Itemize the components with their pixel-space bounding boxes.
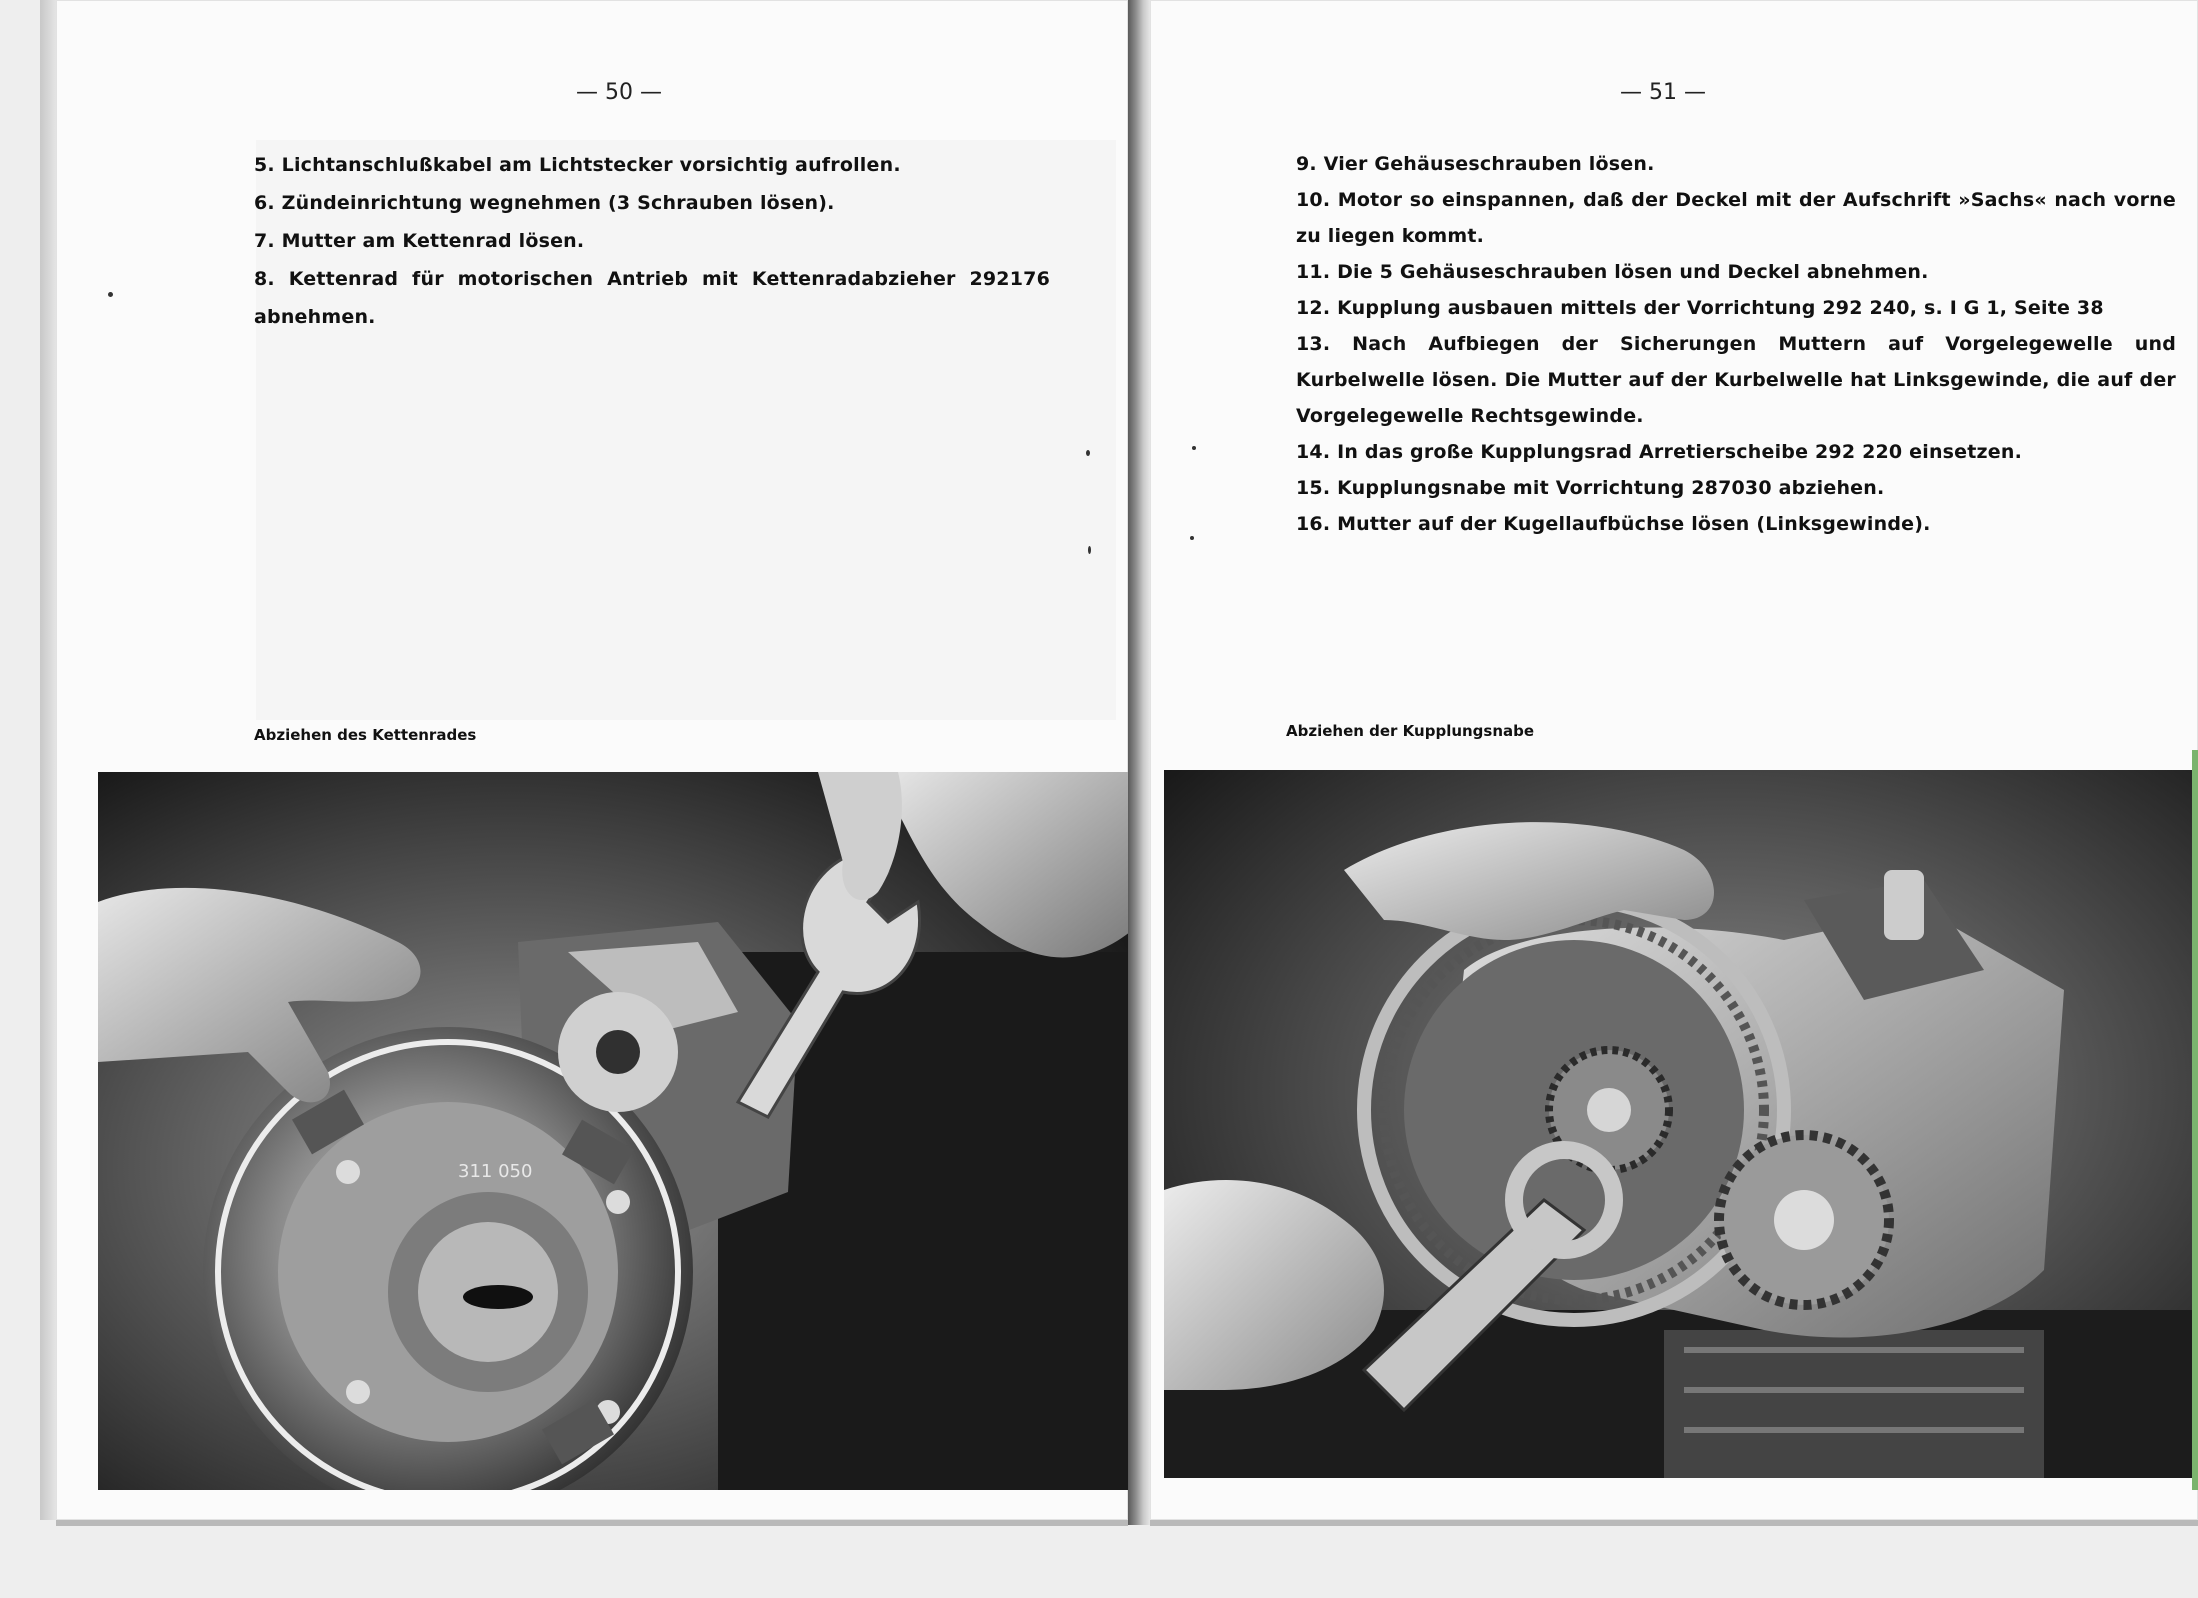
instruction-item: 10. Motor so einspannen, daß der Deckel mit der Aufschrift »Sachs« nach vorne zu liegen kommt.	[1296, 189, 2176, 247]
instruction-item: 6. Zündeinrichtung wegnehmen (3 Schrauben lösen).	[254, 192, 835, 214]
photo-clutch-hub-removal	[1164, 770, 2194, 1478]
instruction-item: 9. Vier Gehäuseschrauben lösen.	[1296, 153, 1655, 175]
photo-caption-left: Abziehen des Kettenrades	[254, 726, 477, 744]
print-speck	[1088, 546, 1091, 554]
book-left-edge	[40, 0, 56, 1520]
instruction-item: 16. Mutter auf der Kugellaufbüchse lösen (Linksgewinde).	[1296, 513, 1931, 535]
instruction-item: 11. Die 5 Gehäuseschrauben lösen und Deckel abnehmen.	[1296, 261, 1929, 283]
photo-chain-sprocket-removal	[98, 772, 1130, 1490]
print-speck	[1086, 450, 1090, 456]
photo-stamp: 311 050	[458, 1161, 533, 1182]
instruction-item: 13. Nach Aufbiegen der Sicherungen Muttern auf Vorgelegewelle und Kurbelwelle lösen. Die Mutter auf der Kurbelwelle hat Linksgewinde, die auf der Vorgelegewelle Rechtsgewinde.	[1296, 333, 2176, 427]
print-speck	[1190, 536, 1194, 540]
page-50	[56, 0, 1128, 1526]
page-51	[1150, 0, 2198, 1526]
instructions-left	[254, 146, 1050, 336]
book-cover-edge	[2192, 750, 2198, 1490]
book-gutter	[1128, 0, 1150, 1525]
instruction-item: 15. Kupplungsnabe mit Vorrichtung 287030 abziehen.	[1296, 477, 1885, 499]
instruction-item: 12. Kupplung ausbauen mittels der Vorrichtung 292 240, s. I G 1, Seite 38	[1296, 297, 2104, 319]
print-speck	[1192, 446, 1196, 450]
instruction-item: 5. Lichtanschlußkabel am Lichtstecker vorsichtig aufrollen.	[254, 154, 901, 176]
instruction-item: 8. Kettenrad für motorischen Antrieb mit Kettenradabzieher 292176 abnehmen.	[254, 268, 1050, 328]
instruction-item: 7. Mutter am Kettenrad lösen.	[254, 230, 585, 252]
photo-caption-right: Abziehen der Kupplungsnabe	[1286, 722, 1535, 740]
print-speck	[108, 292, 113, 297]
instructions-right	[1296, 146, 2176, 542]
instruction-item: 14. In das große Kupplungsrad Arretierscheibe 292 220 einsetzen.	[1296, 441, 2023, 463]
page-number-left: — 50 —	[576, 80, 662, 105]
page-number-right: — 51 —	[1620, 80, 1706, 105]
